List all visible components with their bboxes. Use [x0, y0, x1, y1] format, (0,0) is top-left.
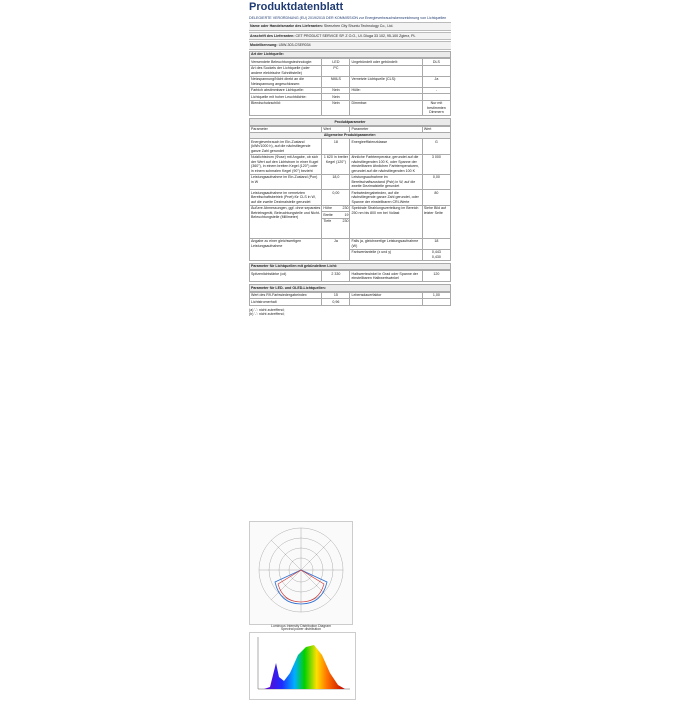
- cell: Falls ja, gleichwertige Leistungsaufnahme (W): [350, 238, 422, 249]
- table-cell: Netzspannung/Nicht direkt an die Netzspannung angeschlossen:: [250, 76, 322, 87]
- supplier-address-value: CET PRODUCT SERVICE SP. Z O.O., Ul. Dluga 33 102, 95-100 Zgierz, PL: [295, 33, 416, 38]
- section-subheader: Allgemeine Produktparameter:: [250, 132, 451, 138]
- cell: Halbwertswinkel in Grad oder Spanne der einstellbaren Halbwertswinkel: [350, 271, 422, 282]
- table-row: [250, 238, 451, 249]
- led-table: [249, 292, 451, 306]
- spectral-caption: Spectral power distribution: [281, 627, 321, 631]
- regulation-text: DELEGIERTE VERORDNUNG (EU) 2019/2015 DER KOMMISSION zur Energieverbrauchskennzeichnung von Lichtquellen: [249, 15, 447, 20]
- table-cell: DLS: [422, 59, 450, 65]
- light-type-header: Art der Lichtquelle:: [249, 51, 451, 58]
- table-cell: 0,96: [322, 299, 350, 305]
- table-cell: 18: [322, 139, 350, 154]
- table-row: [250, 65, 451, 76]
- cell: Ja: [322, 238, 350, 260]
- table-cell: Nutzlichtstrom (Φuse) mit Angabe, ob sich der Wert auf den Lichtstrom in einer Kugel (360°), in einem breiten Kegel (120°) oder in einem schmalen Kegel (90°) bezieht: [250, 154, 322, 174]
- table-row: [250, 205, 451, 211]
- cell: Spitzenlichtstärke (cd): [250, 271, 322, 282]
- model-value: LBW-303-CSER034: [278, 43, 311, 48]
- page-title: Produktdatenblatt: [249, 1, 344, 13]
- supplier-name-row: [249, 22, 451, 30]
- dims-cell: Breite 19: [323, 212, 349, 217]
- table-cell: Leistungsaufnahme im Ein-Zustand (Pon) in W: [250, 174, 322, 189]
- supplier-address-label: Anschrift des Lieferanten:: [250, 33, 295, 38]
- luminous-intensity-diagram: [249, 521, 353, 625]
- model-label: Modellkennung:: [250, 43, 278, 48]
- spd-label: Spektrale Strahlungsverteilung im Bereich 250 nm bis 800 nm bei Vollast: [350, 205, 422, 238]
- directional-header: Parameter für Lichtquellen mit gebündeltem Licht:: [249, 263, 451, 270]
- col-header: Wert: [322, 126, 350, 132]
- table-cell: 0,00: [422, 174, 450, 189]
- table-cell: [422, 65, 450, 76]
- col-header: Parameter: [350, 126, 422, 132]
- supplier-address-row: [249, 32, 451, 40]
- table-cell: PC: [322, 65, 350, 76]
- product-params-table: [249, 126, 451, 261]
- table-row: [250, 154, 451, 174]
- col-header: Wert: [422, 126, 450, 132]
- table-cell: Farbich abstimmbare Lichtquelle:: [250, 87, 322, 93]
- supplier-name-value: Shenzhen City Shuntu Technology Co., Ltd.: [323, 24, 394, 29]
- cell: 18: [422, 238, 450, 249]
- dims-cell: Höhe 230: [323, 206, 349, 211]
- table-cell: 3 000: [422, 154, 450, 174]
- directional-table: [249, 270, 451, 282]
- table-cell: Energieeffizienzklasse: [350, 139, 422, 154]
- supplier-name-label: Name oder Handelsmarke des Lieferanten:: [250, 24, 323, 29]
- table-cell: Energieverbrauch im Ein-Zustand (kWh/1000 h), auf die nächstliegende ganze Zahl gerundet: [250, 139, 322, 154]
- table-cell: Nein: [322, 100, 350, 115]
- table-cell: 1 620 in breiter Kegel (120°): [322, 154, 350, 174]
- table-cell: Hülle:: [350, 87, 422, 93]
- table-row: [250, 271, 451, 282]
- table-cell: LED: [322, 59, 350, 65]
- table-row: [250, 100, 451, 115]
- table-cell: Verwendete Beleuchtungstechnologie:: [250, 59, 322, 65]
- table-row: [250, 76, 451, 87]
- table-cell: 15: [322, 292, 350, 298]
- table-cell: Leistungsaufnahme im vernetzten Bereitschaftsbetrieb (Pnet) für CLS in W, auf die zweite Dezimalstelle gerundet: [250, 190, 322, 205]
- cell: Angabe zu einer gleichwertigen Leistungsaufnahme: [250, 238, 322, 260]
- table-cell: [422, 299, 450, 305]
- dims-label: Äußere Abmessungen, ggf. ohne separates Betriebsgerät, Beleuchtungsteile und Nicht-Beleuchtungsteile (Millimeter): [250, 205, 322, 238]
- table-cell: 80: [422, 190, 450, 205]
- cell: Farbwertanteile (x und y): [350, 249, 422, 260]
- table-cell: [350, 299, 422, 305]
- table-cell: Art des Sockels der Lichtquelle (oder andere elektrische Schnittstelle): [250, 65, 322, 76]
- model-row: [249, 41, 451, 49]
- table-cell: Farbwiedergabeindex, auf die nächstliegende ganze Zahl gerundet, oder Spanne der einstellbaren CRI-Werte: [350, 190, 422, 205]
- table-cell: Vernetzte Lichtquelle (CLS):: [350, 76, 422, 87]
- table-row: [250, 139, 451, 154]
- product-params-header: Produktparameter: [249, 118, 451, 125]
- table-cell: 1,00: [422, 292, 450, 298]
- table-cell: 18,0: [322, 174, 350, 189]
- datasheet: [249, 0, 451, 317]
- led-header: Parameter für LED- und OLED-Lichtquellen:: [249, 284, 451, 291]
- table-cell: Wert des R9-Farbwiedergabeindex: [250, 292, 322, 298]
- table-cell: NMLS: [322, 76, 350, 87]
- footnote: (a) '-': nicht zutreffend;: [249, 307, 285, 312]
- spd-value: Siehe Bild auf letzter Seite: [422, 205, 450, 238]
- table-cell: 0,00: [322, 190, 350, 205]
- table-cell: Lichtstromerhalt: [250, 299, 322, 305]
- col-header: Parameter: [250, 126, 322, 132]
- cell: 120: [422, 271, 450, 282]
- table-cell: Blendschutzschild:: [250, 100, 322, 115]
- polar-caption: Luminous Intensity Distribution Diagram: [271, 624, 331, 628]
- table-cell: Ja: [422, 76, 450, 87]
- table-cell: Dimmbar:: [350, 100, 422, 115]
- table-cell: Nur mit bestimmten Dimmern: [422, 100, 450, 115]
- table-cell: ähnliche Farbtemperatur, gerundet auf die nächstliegenden 100 K, oder Spanne der einstellbaren ähnlichen Farbtemperaturen, gerundet auf die nächstliegenden 100 K: [350, 154, 422, 174]
- table-cell: [350, 65, 422, 76]
- table-cell: G: [422, 139, 450, 154]
- table-cell: Ungebündelt oder gebündelt:: [350, 59, 422, 65]
- cell: 2 330: [322, 271, 350, 282]
- table-cell: Leistungsaufnahme im Bereitschaftszustand (Psb) in W, auf die zweite Dezimalstelle gerundet: [350, 174, 422, 189]
- light-type-table: [249, 58, 451, 116]
- table-cell: Lebensdauerfaktor: [350, 292, 422, 298]
- cell: 0,443 0,430: [422, 249, 450, 260]
- table-row: [250, 299, 451, 305]
- table-cell: -: [422, 87, 450, 93]
- spectral-diagram: [249, 632, 356, 700]
- table-cell: Nein: [322, 87, 350, 93]
- table-cell: Nein: [322, 94, 350, 100]
- footnote: (b) '-': nicht zutreffend;: [249, 312, 285, 317]
- table-row: [250, 174, 451, 189]
- table-row: [250, 190, 451, 205]
- dims-cell: Tiefe 230: [322, 218, 350, 238]
- table-cell: Lichtquelle mit hoher Leuchtdichte:: [250, 94, 322, 100]
